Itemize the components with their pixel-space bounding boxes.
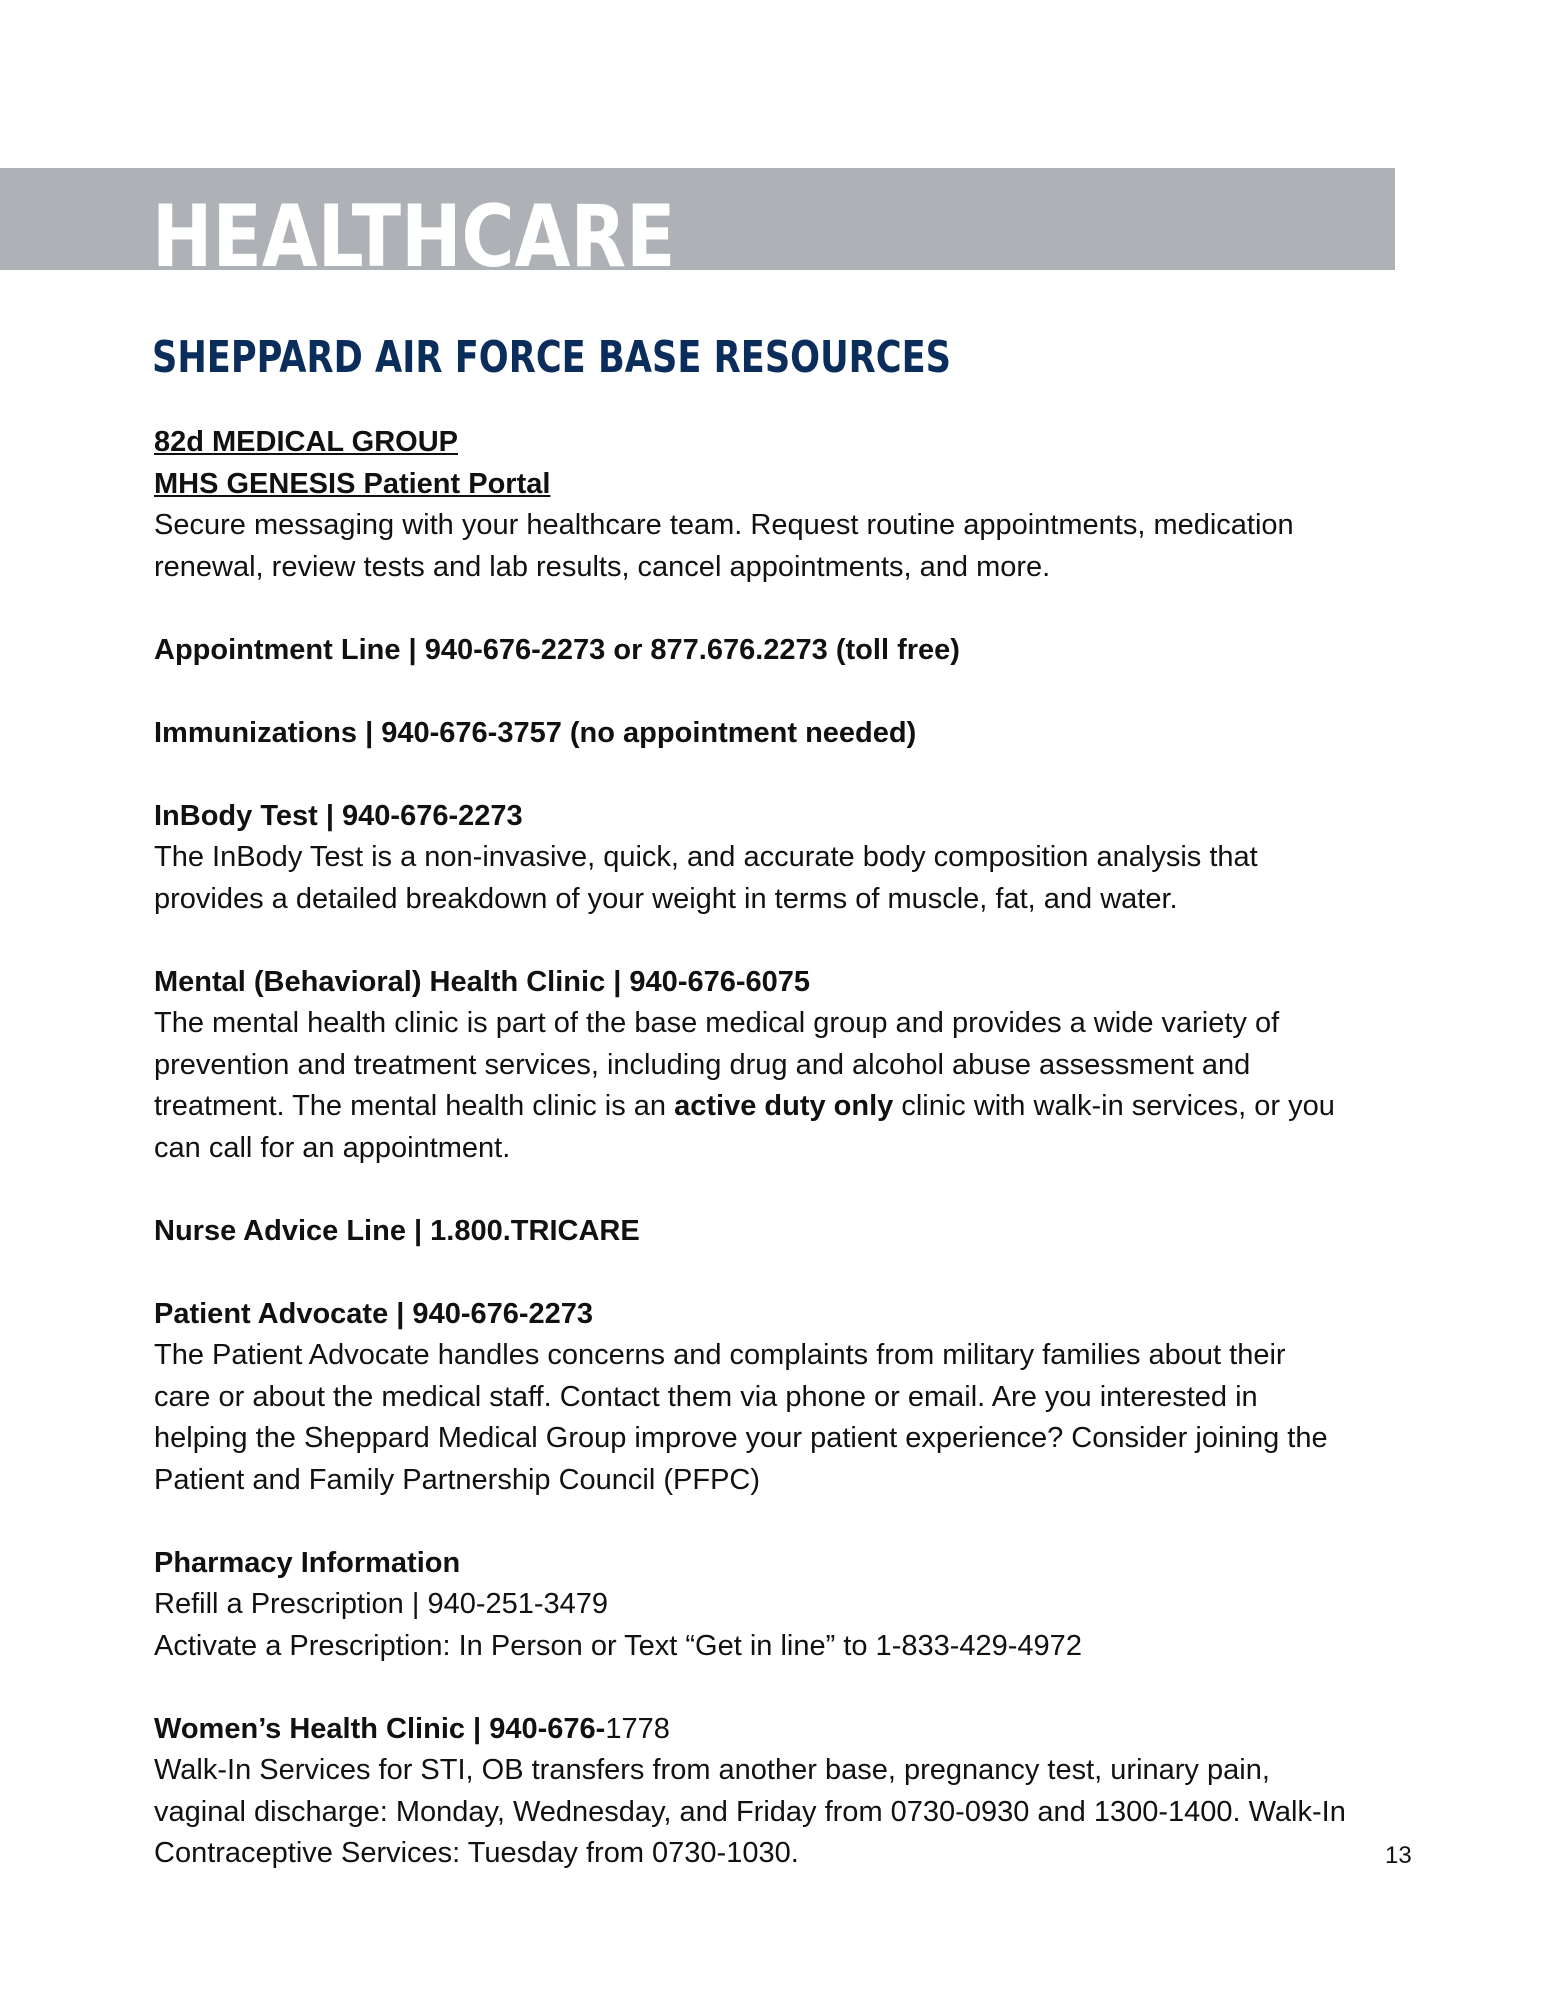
section-title: SHEPPARD AIR FORCE BASE RESOURCES bbox=[152, 332, 952, 383]
appointment-line: Appointment Line | 940-676-2273 or 877.676.2273 (toll free) bbox=[154, 633, 960, 666]
womens-health-heading-number: 1778 bbox=[605, 1712, 670, 1745]
immunizations-line: Immunizations | 940-676-3757 (no appointment needed) bbox=[154, 716, 917, 749]
medical-group-heading[interactable]: 82d MEDICAL GROUP bbox=[154, 426, 459, 458]
mental-health-description-line: prevention and treatment services, including drug and alcohol abuse assessment and bbox=[154, 1048, 1251, 1081]
inbody-description-line: provides a detailed breakdown of your weight in terms of muscle, fat, and water. bbox=[154, 882, 1178, 915]
patient-advocate-description-line: The Patient Advocate handles concerns and complaints from military families about their bbox=[154, 1339, 1286, 1371]
patient-advocate-heading: Patient Advocate | 940-676-2273 bbox=[154, 1297, 594, 1330]
mental-health-text: clinic with walk-in services, or you bbox=[893, 1090, 1335, 1122]
patient-advocate-description-line: care or about the medical staff. Contact them via phone or email. Are you interested in bbox=[154, 1380, 1258, 1413]
inbody-heading: InBody Test | 940-676-2273 bbox=[154, 799, 523, 832]
portal-description-line: Secure messaging with your healthcare team. Request routine appointments, medication bbox=[154, 509, 1294, 541]
pharmacy-refill-line: Refill a Prescription | 940-251-3479 bbox=[154, 1588, 609, 1620]
page-title: HEALTHCARE bbox=[152, 187, 676, 270]
content-body bbox=[154, 422, 1404, 1875]
womens-health-description-line: vaginal discharge: Monday, Wednesday, and Friday from 0730-0930 and 1300-1400. Walk-In bbox=[154, 1795, 1346, 1828]
patient-advocate-description-line: helping the Sheppard Medical Group improve your patient experience? Consider joining the bbox=[154, 1422, 1328, 1454]
mental-health-description-line bbox=[154, 1086, 1404, 1128]
womens-health-heading-bold: Women’s Health Clinic | 940-676- bbox=[154, 1712, 606, 1745]
patient-advocate-description-line: Patient and Family Partnership Council (PFPC) bbox=[154, 1463, 761, 1496]
mental-health-text: treatment. The mental health clinic is an bbox=[154, 1090, 675, 1122]
mental-health-heading: Mental (Behavioral) Health Clinic | 940-676-6075 bbox=[154, 965, 811, 998]
mental-health-description-line: The mental health clinic is part of the base medical group and provides a wide variety of bbox=[154, 1007, 1280, 1039]
womens-health-description-line: Contraceptive Services: Tuesday from 0730-1030. bbox=[154, 1837, 799, 1869]
nurse-advice-line: Nurse Advice Line | 1.800.TRICARE bbox=[154, 1214, 640, 1247]
mental-health-description-line: can call for an appointment. bbox=[154, 1131, 511, 1164]
inbody-description-line: The InBody Test is a non-invasive, quick, and accurate body composition analysis that bbox=[154, 841, 1258, 873]
header-banner bbox=[0, 168, 1395, 270]
page-number: 13 bbox=[1385, 1842, 1412, 1869]
pharmacy-activate-line: Activate a Prescription: In Person or Text “Get in line” to 1-833-429-4972 bbox=[154, 1629, 1082, 1662]
womens-health-heading bbox=[154, 1709, 1404, 1751]
active-duty-emphasis: active duty only bbox=[674, 1090, 894, 1122]
patient-portal-link[interactable]: MHS GENESIS Patient Portal bbox=[154, 467, 551, 500]
portal-description-line: renewal, review tests and lab results, cancel appointments, and more. bbox=[154, 550, 1051, 583]
womens-health-description-line: Walk-In Services for STI, OB transfers from another base, pregnancy test, urinary pain, bbox=[154, 1754, 1270, 1786]
pharmacy-heading: Pharmacy Information bbox=[154, 1546, 461, 1579]
